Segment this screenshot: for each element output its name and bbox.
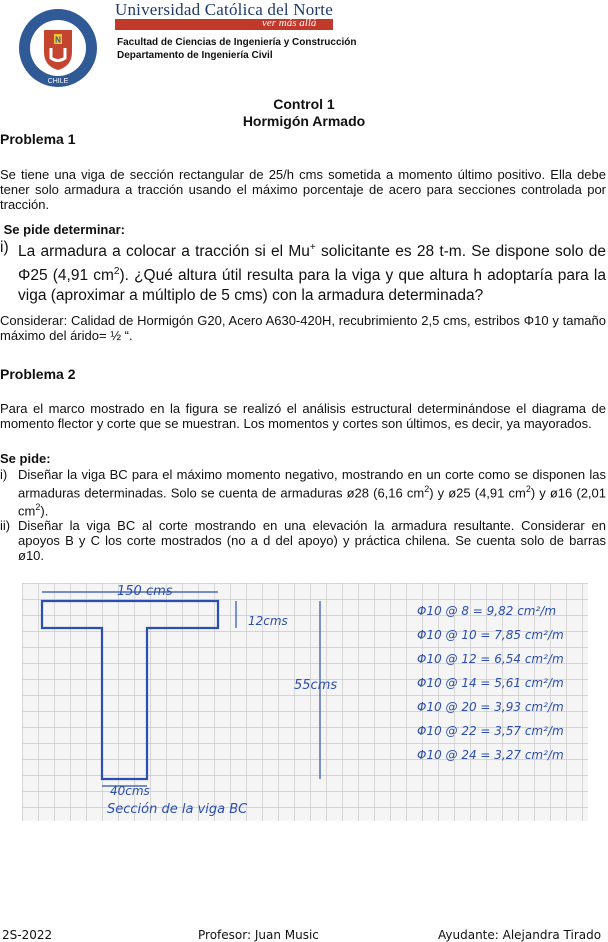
stirrup-entry: Φ10 @ 20 = 3,93 cm²/m — [417, 700, 564, 714]
title-line-1: Control 1 — [273, 96, 335, 112]
beam-section-photo — [22, 583, 588, 821]
problem-1-intro: Se tiene una viga de sección rectangular de 25/h cms sometida a momento último positivo. Ella debe tener solo armadura a tracción usando el máximo porcentaje de acero para secciones controlada por tracción. — [0, 167, 606, 212]
faculty-name: Facultad de Ciencias de Ingeniería y Construcción — [117, 37, 357, 48]
department-block — [117, 36, 357, 62]
item-marker: i) — [0, 467, 8, 482]
problem-1-item-i — [0, 238, 606, 306]
footer-term: 2S-2022 — [2, 928, 53, 942]
stirrup-entry: Φ10 @ 10 = 7,85 cm²/m — [417, 628, 564, 642]
problem-2-intro: Para el marco mostrado en la figura se realizó el análisis estructural determinándose el diagrama de momento flector y corte que se muestran. Los momentos y cortes son últimos, es decir, ya mayorados. — [0, 401, 606, 431]
sup-2: 2 — [35, 502, 41, 513]
item-i-d: ). — [40, 503, 49, 519]
stirrup-entry: Φ10 @ 24 = 3,27 cm²/m — [417, 748, 564, 762]
web-width-label: 40cms — [110, 784, 150, 798]
item-text — [18, 467, 606, 519]
item-i-b: ) y ø25 (4,91 cm — [429, 485, 526, 501]
item-i-sup2: 2 — [113, 266, 120, 278]
sup-2: 2 — [525, 484, 531, 494]
problem-2-ask: Se pide: — [0, 451, 51, 466]
stirrup-entry: Φ10 @ 8 = 9,82 cm²/m — [417, 604, 557, 618]
seal-letter: N — [55, 35, 61, 45]
height-label: 55cms — [294, 678, 338, 693]
title-line-2: Hormigón Armado — [242, 113, 366, 129]
stirrup-entry: Φ10 @ 12 = 6,54 cm²/m — [417, 652, 564, 666]
item-i-c: ) y ø16 (2,01 cm — [18, 485, 606, 519]
department-name: Departamento de Ingeniería Civil — [117, 50, 273, 61]
tagline: ver más allá — [262, 17, 317, 29]
footer-assistant: Ayudante: Alejandra Tirado — [438, 928, 602, 942]
seal-icon — [18, 8, 98, 88]
beam-section-sketch — [22, 583, 588, 821]
item-marker: ii) — [0, 518, 11, 533]
flange-thick-label: 12cms — [248, 614, 288, 628]
problem-1-ask-text: Se pide determinar: — [3, 222, 125, 237]
seal-bottom-text: CHILE — [47, 78, 69, 85]
item-i-part2: solicitante es 28 t-m. Se dispone solo de Φ25 (4,91 cm — [18, 243, 606, 285]
item-i-part1: La armadura a colocar a tracción si el Mu — [18, 243, 310, 261]
stirrup-entry: Φ10 @ 22 = 3,57 cm²/m — [417, 724, 564, 738]
problem-2-item-i — [0, 467, 606, 519]
document-title — [0, 96, 608, 130]
item-text — [18, 238, 606, 306]
item-marker: i) — [0, 239, 9, 256]
problem-1-consider: Considerar: Calidad de Hormigón G20, Acero A630-420H, recubrimiento 2,5 cms, estribos Φ10 y tamaño máximo del árido= ½ “. — [0, 313, 606, 343]
stirrup-entry: Φ10 @ 14 = 5,61 cm²/m — [417, 676, 564, 690]
item-i-a: Diseñar la viga BC para el máximo momento negativo, mostrando en un corte como se disponen las armaduras determinadas. Solo se cuenta de armaduras ø28 (6,16 cm — [18, 467, 606, 501]
sup-2: 2 — [424, 484, 430, 494]
university-name: Universidad Católica del Norte — [115, 0, 333, 19]
figure-caption: Sección de la viga BC — [107, 802, 248, 817]
item-i-sup: + — [309, 242, 316, 253]
problem-1-ask — [0, 222, 606, 237]
footer-professor: Profesor: Juan Music — [198, 928, 319, 942]
item-i-part3: ). ¿Qué altura útil resulta para la viga y que altura h adoptaría para la viga (aproximar a múltiplo de 5 cms) con la armadura determinada? — [18, 267, 606, 305]
problem-2-item-ii — [0, 518, 606, 563]
problem-1-heading: Problema 1 — [0, 131, 76, 147]
flange-width-label: 150 cms — [117, 584, 173, 599]
item-text: Diseñar la viga BC al corte mostrando en una elevación la armadura resultante. Considerar en apoyos B y C los corte mostrados (no a d del apoyo) y práctica chilena. Se cuenta solo de barras ø10. — [18, 518, 606, 563]
problem-2-heading: Problema 2 — [0, 366, 76, 382]
university-seal — [18, 8, 98, 88]
